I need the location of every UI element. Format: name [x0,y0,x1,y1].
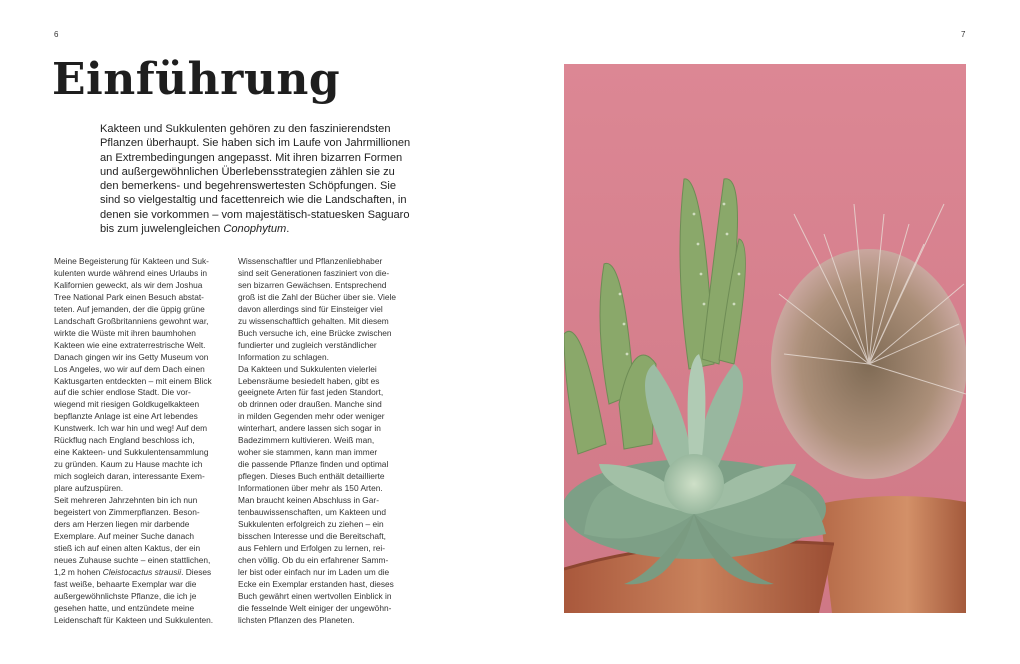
body-col2-line: die passende Pflanze finden und optimal [238,459,389,470]
body-col1-line: begeistert von Zimmerpflanzen. Beson- [54,507,200,518]
body-col2-line: sind seit Generationen fasziniert von die- [238,267,390,278]
body-col1-line: Los Angeles, wo wir auf dem Dach einen [54,363,205,374]
body-col1-line: Exemplare. Auf meiner Suche danach [54,530,195,541]
body-col1-line: wirkte die Wüste mit ihren baumhohen [54,327,196,338]
body-col1-line: auf die schier endlose Stadt. Die vor- [54,387,191,398]
body-col1-line: Kalifornien geweckt, als wir dem Joshua [54,279,203,290]
lead-line: und außergewöhnlichen Überlebensstrategien zählen sie zu [100,165,395,178]
cactus-photo [564,64,966,613]
page-number-left: 6 [54,30,59,39]
lead-paragraph [100,122,410,236]
lead-line: denen sie vorkommen – vom majestätisch-statuesken Saguaro [100,208,410,221]
body-col2-line: die fesselnde Welt einiger der ungewöhn- [238,602,392,613]
page-number-right: 7 [961,30,966,39]
lead-line: den bemerkens- und begehrenswertesten Schöpfungen. Sie [100,180,397,193]
body-col2-line: sen bizarren Gewächsen. Entsprechend [238,279,387,290]
body-col2-line: zu wissenschaftlich gehalten. Mit diesem [238,315,389,326]
body-col1-line: gesehen hatte, und entzündete meine [54,602,195,613]
body-col1-line: Danach gingen wir ins Getty Museum von [54,351,209,362]
body-col2-line: ob drinnen oder draußen. Manche sind [238,399,382,410]
body-column-right [238,256,410,627]
body-col1-line: eine Kakteen- und Sukkulentensammlung [54,447,209,458]
body-col1-line: ders am Herzen liegen mir darbende [54,518,190,529]
body-col2-line: geeignete Arten für fast jeden Standort, [238,387,384,398]
body-col1-line: Meine Begeisterung für Kakteen und Suk- [54,256,209,266]
body-col1-line: Tree National Park einen Besuch abstat- [54,291,204,302]
body-col2-line: tenbauwissenschaften, um Kakteen und [238,507,386,518]
body-col2-line: Ecke ein Exemplar erstanden hast, dieses [238,578,394,589]
body-col1-line: teten. Auf jemanden, der die üppig grüne [54,303,205,314]
body-col1-line: Kaktusgarten entdeckten – mit einem Blick [54,375,212,386]
body-col1-line: Seit mehreren Jahrzehnten bin ich nun [54,495,198,506]
body-col1-line: außergewöhnlichste Pflanze, die ich je [54,590,197,601]
body-col2-line: winterhart, andere lassen sich sogar in [238,423,381,434]
body-col2-line: Information zu schlagen. [238,351,329,362]
body-col2-line: in milden Gegenden mehr oder weniger [238,411,385,422]
body-col1-line: wiegend mit riesigen Goldkugelkakteen [54,399,200,410]
body-col1-line: Landschaft Großbritanniens gewohnt war, [54,315,209,326]
page-title: Einführung [52,54,341,105]
body-col1-line: stieß ich auf einen alten Kaktus, der ein [54,542,201,553]
body-col2-line: fundierter und zugleich verständlicher [238,339,377,350]
body-col2-line: bisschen Interesse und die Bereitschaft, [238,530,386,541]
lead-line: sind so vielgestaltig und facettenreich wie die Landschaften, in [100,194,407,207]
body-col1-line: plare aufzuspüren. [54,483,124,494]
body-col1-line: Kakteen wie eine extraterrestrische Welt. [54,339,206,350]
body-col2-line: woher sie stammen, kann man immer [238,447,378,458]
body-col2-line: Buch versuche ich, eine Brücke zwischen [238,327,392,338]
body-column-left [54,256,226,627]
body-col2-line: Buch gewährt einen wertvollen Einblick in [238,590,392,601]
body-col2-line: Da Kakteen und Sukkulenten vielerlei [238,363,377,374]
body-col2-line: aus Fehlern und Erfolgen zu lernen, rei- [238,542,386,553]
body-col2-line: davon allerdings sind für Einsteiger viel [238,303,383,314]
body-col2-line: Sukkulenten erfolgreich zu ziehen – ein [238,518,384,529]
lead-line: bis zum juwelengleichen Conophytum. [100,223,290,236]
body-col1-line: 1,2 m hohen Cleistocactus strausii. Dieses [54,566,212,577]
body-col1-line: Leidenschaft für Kakteen und Sukkulenten. [54,614,214,625]
body-col2-line: Man braucht keinen Abschluss in Gar- [238,495,379,506]
body-col2-line: pflegen. Dieses Buch enthält detaillierte [238,471,385,482]
body-col2-line: groß ist die Zahl der Bücher über sie. Viele [238,291,396,302]
body-col1-line: kulenten wurde während eines Urlaubs in [54,267,208,278]
lead-line: Pflanzen überhaupt. Sie haben sich im Laufe von Jahrmillionen [100,137,411,150]
right-pot-shape [819,496,966,613]
body-col2-line: ler bist oder einfach nur im Laden um die [238,566,390,577]
body-col1-line: zu gründen. Kaum zu Hause machte ich [54,459,203,470]
body-col1-line: neues Zuhause suchte – einen stattlichen, [54,554,211,565]
body-col2-line: Lebensräume besiedelt haben, gibt es [238,375,380,386]
body-col1-line: mich sogleich daran, interessante Exem- [54,471,205,482]
body-col2-line: Informationen über mehr als 150 Arten. [238,483,383,494]
lead-line: an Extrembedingungen angepasst. Mit ihren bizarren Formen [100,151,403,164]
body-col1-line: fast weiße, behaarte Exemplar war die [54,578,197,589]
body-col1-line: bepflanzte Anlage ist eine Art lebendes [54,411,198,422]
body-col2-line: Badezimmern kultivieren. Weiß man, [238,435,375,446]
body-col1-line: Kunstwerk. Ich war hin und weg! Auf dem [54,423,208,434]
body-col2-line: chen völlig. Ob du ein erfahrener Samm- [238,554,389,565]
body-col2-line: Wissenschaftler und Pflanzenliebhaber [238,256,383,266]
lead-line: Kakteen und Sukkulenten gehören zu den faszinierendsten [100,123,391,135]
body-col1-line: Rückflug nach England beschloss ich, [54,435,195,446]
body-col2-line: lichsten Pflanzen des Planeten. [238,614,355,625]
